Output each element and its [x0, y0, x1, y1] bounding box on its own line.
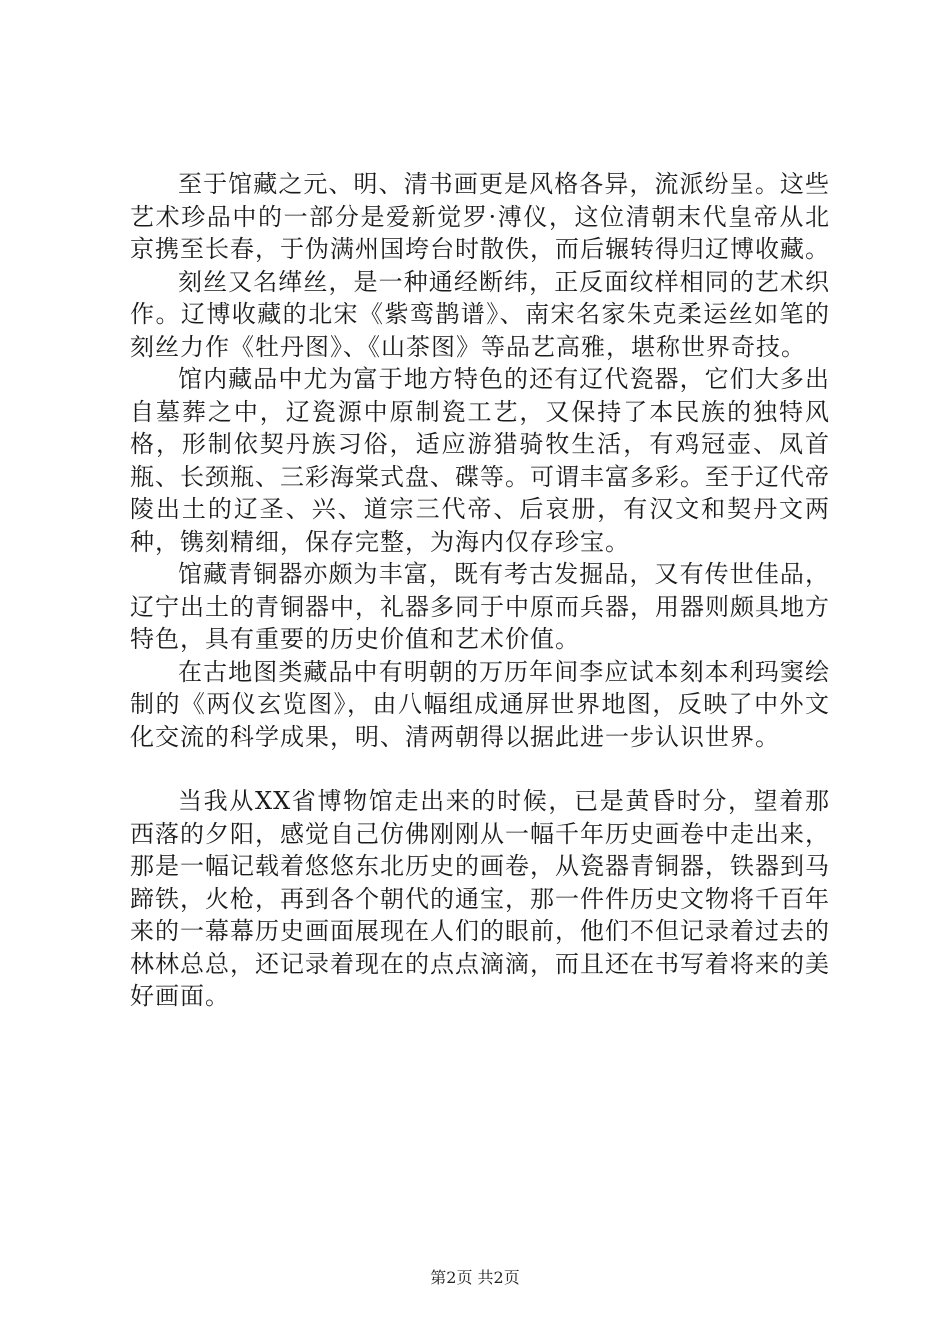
- document-body: [130, 168, 830, 1013]
- paragraph-conclusion: 当我从XX省博物馆走出来的时候，已是黄昏时分，望着那西落的夕阳，感觉自己仿佛刚刚从一幅千年历史画卷中走出来，那是一幅记载着悠悠东北历史的画卷，从瓷器青铜器，铁器到马蹄铁，火枪，再到各个朝代的通宝，那一件件历史文物将千百年来的一幕幕历史画面展现在人们的眼前，他们不但记录着过去的林林总总，还记录着现在的点点滴滴，而且还在书写着将来的美好画面。: [130, 787, 830, 1010]
- paragraph-bronze-ware: 馆藏青铜器亦颇为丰富，既有考古发掘品，又有传世佳品，辽宁出土的青铜器中，礼器多同于中原而兵器，用器则颇具地方特色，具有重要的历史价值和艺术价值。: [130, 560, 830, 653]
- paragraph-liao-porcelain: 馆内藏品中尤为富于地方特色的还有辽代瓷器，它们大多出自墓葬之中，辽瓷源中原制瓷工艺，又保持了本民族的独特风格，形制依契丹族习俗，适应游猎骑牧生活，有鸡冠壶、凤首瓶、长颈瓶、三彩海棠式盘、碟等。可谓丰富多彩。至于辽代帝陵出土的辽圣、兴、道宗三代帝、后哀册，有汉文和契丹文两种，镌刻精细，保存完整，为海内仅存珍宝。: [130, 365, 830, 556]
- paragraph-ancient-maps: 在古地图类藏品中有明朝的万历年间李应试本刻本利玛窦绘制的《两仪玄览图》，由八幅组成通屏世界地图，反映了中外文化交流的科学成果，明、清两朝得以据此进一步认识世界。: [130, 657, 830, 751]
- paragraph-spacer: [130, 753, 830, 785]
- paragraph-kesi-silk: 刻丝又名缂丝，是一种通经断纬，正反面纹样相同的艺术织作。辽博收藏的北宋《紫鸾鹊谱》、南宋名家朱克柔运丝如笔的刻丝力作《牡丹图》、《山茶图》等品艺高雅，堪称世界奇技。: [130, 267, 830, 361]
- page-footer: 第2页 共2页: [430, 1268, 520, 1287]
- paragraph-calligraphy-paintings: 至于馆藏之元、明、清书画更是风格各异，流派纷呈。这些艺术珍品中的一部分是爱新觉罗·溥仪，这位清朝末代皇帝从北京携至长春，于伪满州国垮台时散佚，而后辗转得归辽博收藏。: [130, 170, 830, 263]
